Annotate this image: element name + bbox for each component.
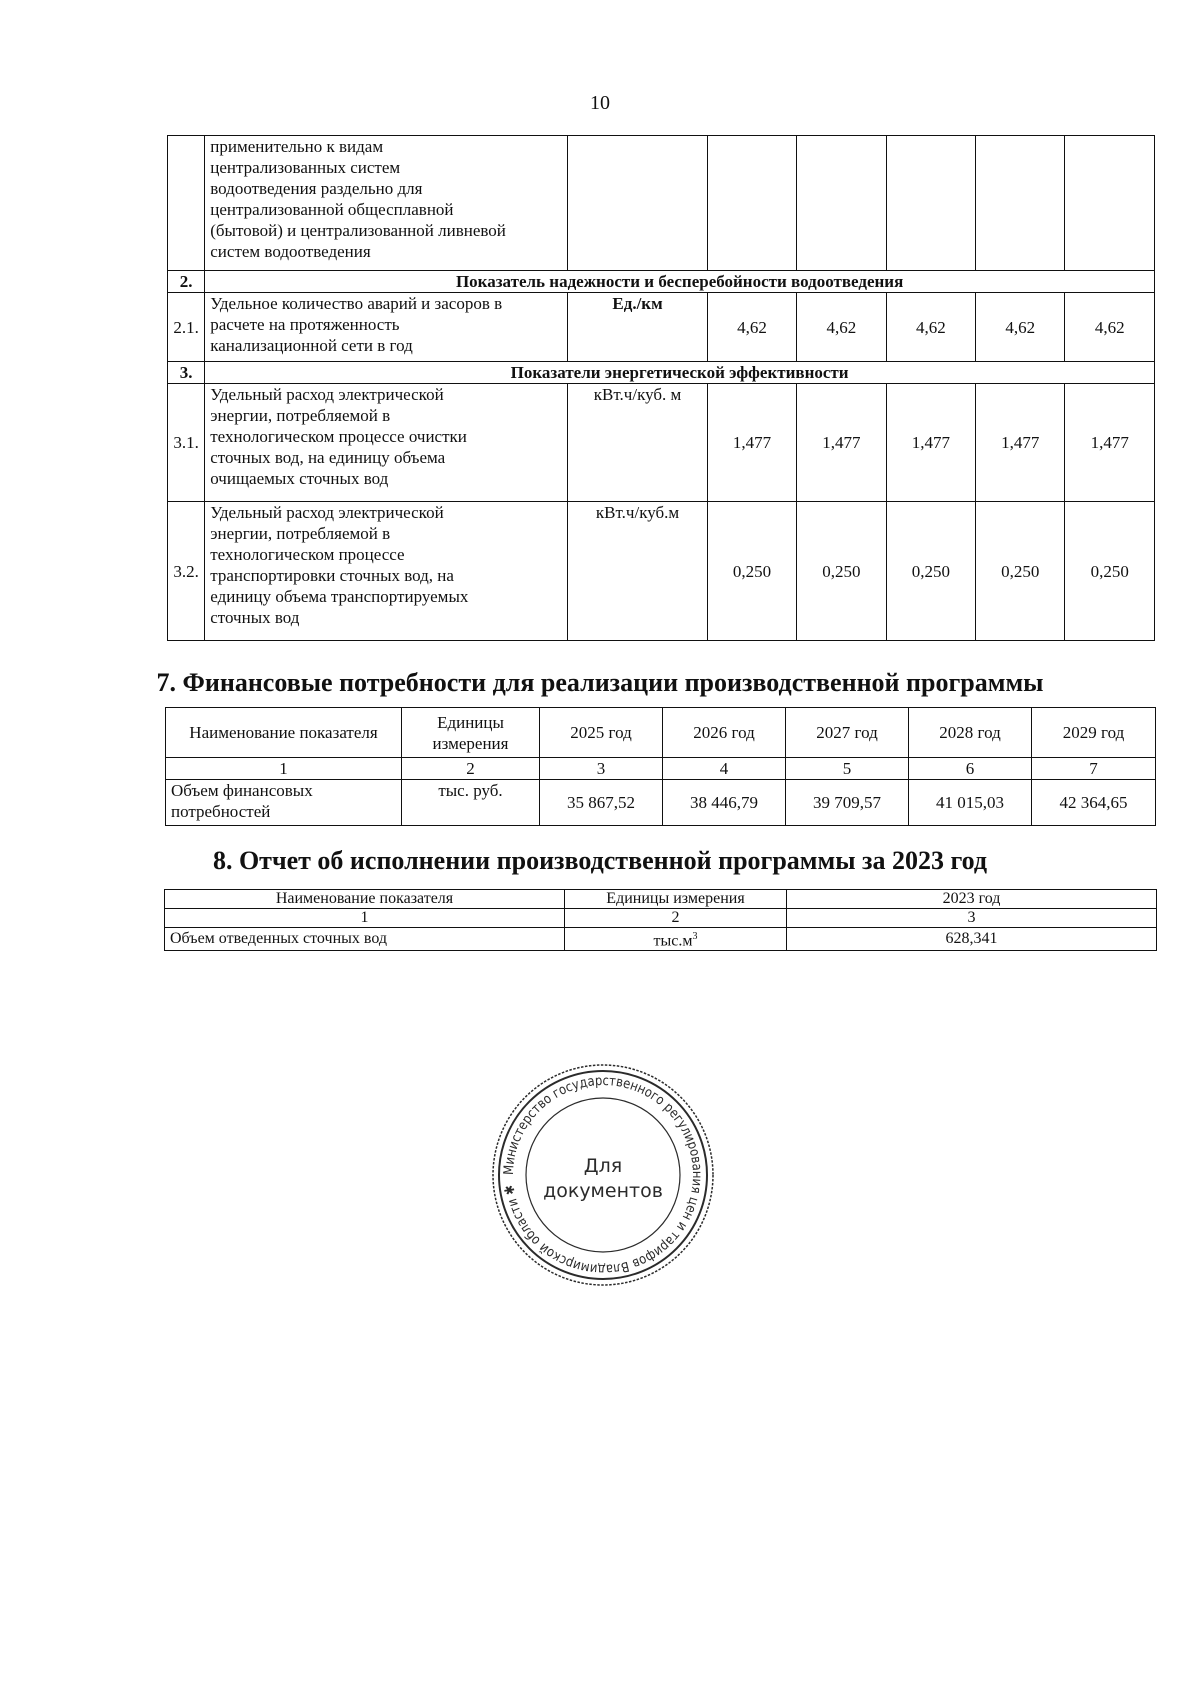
unit-cell: кВт.ч/куб.м — [568, 502, 707, 641]
text-line: водоотведения раздельно для — [210, 179, 423, 198]
value-cell: 0,250 — [886, 502, 975, 641]
value-cell: 4,62 — [886, 293, 975, 362]
section-number: 3. — [168, 362, 205, 384]
unit-cell: Ед./км — [568, 293, 707, 362]
stamp-ring-text: Министерство государственного регулирования цен и тарифов Владимирской области ✱ — [500, 1072, 706, 1278]
unit-superscript: 3 — [692, 931, 698, 942]
text-line: технологическом процессе — [210, 545, 405, 564]
table-row — [165, 928, 1157, 951]
text-line: энергии, потребляемой в — [210, 406, 391, 425]
text-line: технологическом процессе очистки — [210, 427, 467, 446]
value-cell: 1,477 — [976, 384, 1065, 502]
value-cell: 0,250 — [797, 502, 886, 641]
financial-needs-table — [165, 707, 1156, 826]
text-line: сточных вод, на единицу объема — [210, 448, 446, 467]
value-cell — [976, 136, 1065, 271]
section-number: 2. — [168, 271, 205, 293]
text-line: Удельное количество аварий и засоров в — [210, 294, 503, 313]
value-cell: 1,477 — [1065, 384, 1155, 502]
unit-cell — [565, 928, 787, 951]
value-cell: 4,62 — [707, 293, 796, 362]
value-cell: 41 015,03 — [909, 780, 1032, 826]
indicator-name-cell — [205, 293, 568, 362]
section-7-heading: 7. Финансовые потребности для реализации производственной программы — [156, 668, 1044, 697]
header-cell: 2023 год — [787, 890, 1157, 909]
table-row — [166, 780, 1156, 826]
column-number: 2 — [565, 909, 787, 928]
value-cell: 35 867,52 — [540, 780, 663, 826]
header-cell: Единицы измерения — [402, 708, 540, 758]
header-cell: 2029 год — [1032, 708, 1156, 758]
indicator-name-cell — [205, 136, 568, 271]
text-line: расчете на протяженность — [210, 315, 400, 334]
text-line: очищаемых сточных вод — [210, 469, 389, 488]
column-number: 5 — [786, 758, 909, 780]
stamp-center-line2: документов — [543, 1180, 663, 1202]
text-line: применительно к видам — [210, 137, 384, 156]
table-row — [168, 136, 1155, 271]
text-line: Удельный расход электрической — [210, 385, 444, 404]
column-number: 6 — [909, 758, 1032, 780]
text-line: (бытовой) и централизованной ливневой — [210, 221, 506, 240]
text-line: транспортировки сточных вод, на — [210, 566, 454, 585]
indicator-name-cell — [205, 384, 568, 502]
value-cell — [707, 136, 796, 271]
value-cell: 0,250 — [976, 502, 1065, 641]
value-cell: 39 709,57 — [786, 780, 909, 826]
table-row — [168, 502, 1155, 641]
text-line: Удельный расход электрической — [210, 503, 444, 522]
value-cell: 0,250 — [707, 502, 796, 641]
value-cell: 1,477 — [886, 384, 975, 502]
value-cell: 628,341 — [787, 928, 1157, 951]
table-row — [168, 293, 1155, 362]
column-number: 1 — [165, 909, 565, 928]
section-row — [168, 271, 1155, 293]
header-cell: Единицы измерения — [565, 890, 787, 909]
page-number: 10 — [590, 92, 610, 114]
column-number: 4 — [663, 758, 786, 780]
text-line: канализационной сети в год — [210, 336, 413, 355]
section-title: Показатель надежности и бесперебойности водоотведения — [205, 271, 1155, 293]
unit-cell — [568, 136, 707, 271]
header-cell: Наименование показателя — [165, 890, 565, 909]
text-line: единицу объема транспортируемых — [210, 587, 469, 606]
header-row — [166, 708, 1156, 758]
program-report-table — [164, 889, 1157, 951]
indicator-name-cell — [205, 502, 568, 641]
value-cell — [1065, 136, 1155, 271]
section-8-heading: 8. Отчет об исполнении производственной программы за 2023 год — [212, 846, 988, 875]
official-stamp — [490, 1062, 716, 1288]
column-number-row — [165, 909, 1157, 928]
value-cell: 1,477 — [797, 384, 886, 502]
unit-cell: тыс. руб. — [402, 780, 540, 826]
text-line: сточных вод — [210, 608, 300, 627]
value-cell: 42 364,65 — [1032, 780, 1156, 826]
section-title: Показатели энергетической эффективности — [205, 362, 1155, 384]
section-row — [168, 362, 1155, 384]
table-row — [168, 384, 1155, 502]
unit-cell: кВт.ч/куб. м — [568, 384, 707, 502]
column-number-row — [166, 758, 1156, 780]
column-number: 1 — [166, 758, 402, 780]
column-number: 3 — [787, 909, 1157, 928]
header-row — [165, 890, 1157, 909]
value-cell: 1,477 — [707, 384, 796, 502]
indicators-table — [167, 135, 1155, 641]
value-cell: 4,62 — [976, 293, 1065, 362]
row-number-cell — [168, 136, 205, 271]
header-cell: 2025 год — [540, 708, 663, 758]
text-line: систем водоотведения — [210, 242, 371, 261]
header-cell: 2027 год — [786, 708, 909, 758]
value-cell: 0,250 — [1065, 502, 1155, 641]
header-cell: Наименование показателя — [166, 708, 402, 758]
unit-text: тыс.м — [653, 932, 693, 950]
header-cell: 2028 год — [909, 708, 1032, 758]
text-line: централизованных систем — [210, 158, 401, 177]
text-line: энергии, потребляемой в — [210, 524, 391, 543]
value-cell — [886, 136, 975, 271]
stamp-center-line1: Для — [583, 1155, 623, 1177]
value-cell: 4,62 — [797, 293, 886, 362]
indicator-name-cell: Объем отведенных сточных вод — [165, 928, 565, 951]
row-number-cell: 3.2. — [168, 502, 205, 641]
column-number: 7 — [1032, 758, 1156, 780]
header-cell: 2026 год — [663, 708, 786, 758]
indicator-name-cell: Объем финансовых потребностей — [166, 780, 402, 826]
value-cell: 38 446,79 — [663, 780, 786, 826]
text-line: централизованной общесплавной — [210, 200, 454, 219]
row-number-cell: 2.1. — [168, 293, 205, 362]
column-number: 2 — [402, 758, 540, 780]
value-cell — [797, 136, 886, 271]
row-number-cell: 3.1. — [168, 384, 205, 502]
column-number: 3 — [540, 758, 663, 780]
value-cell: 4,62 — [1065, 293, 1155, 362]
